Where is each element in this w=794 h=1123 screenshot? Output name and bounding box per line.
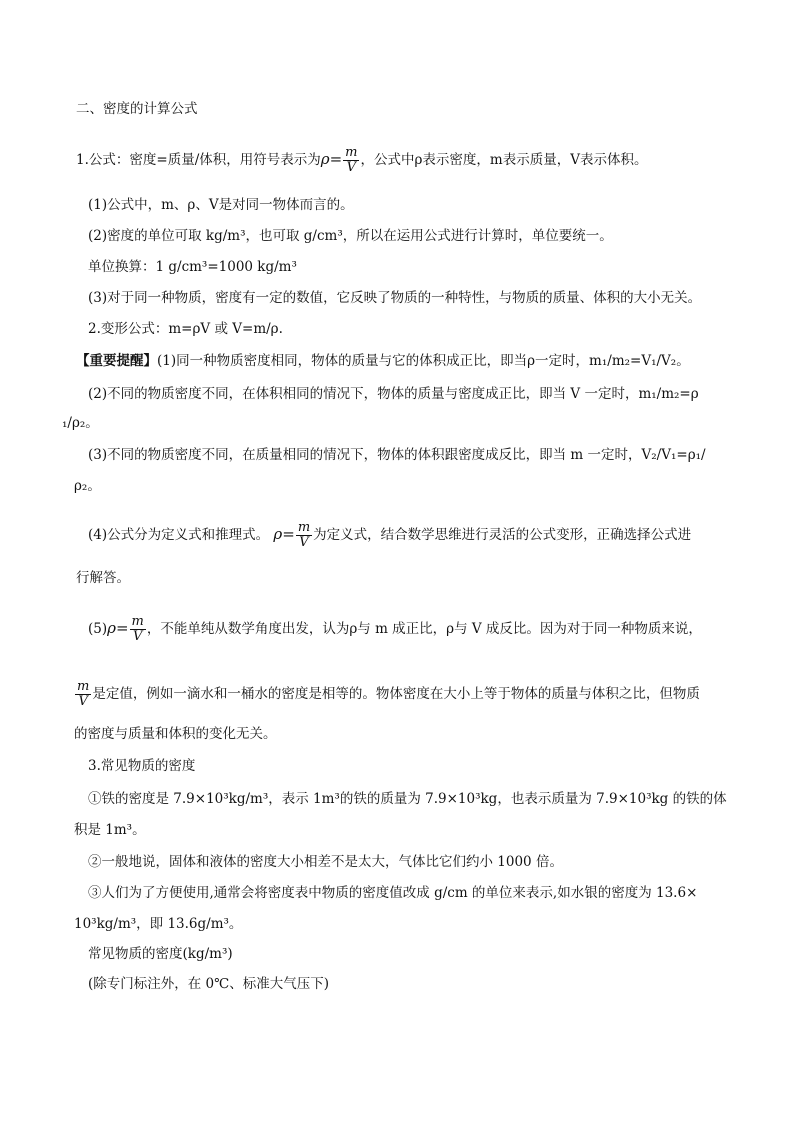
formula-suffix: ，公式中ρ表示密度，m表示质量，V表示体积。 (360, 152, 648, 168)
tip-5-prefix: (5) (88, 621, 108, 637)
paragraph-2: (2)密度的单位可取 kg/m³，也可取 g/cm³，所以在运用公式进行计算时，单位要统一。 (88, 228, 613, 244)
density-item-1-line-2: 积是 1m³。 (74, 822, 146, 838)
formula-line (76, 146, 647, 175)
tip-5-cont-1: 是定值，例如一滴水和一桶水的密度是相等的。物体密度在大小上等于物体的质量与体积之比，但物质 (92, 686, 700, 702)
density-item-3-line-2: 10³kg/m³，即 13.6g/m³。 (74, 916, 243, 932)
tip-3-line-2: ρ₂。 (74, 478, 101, 494)
fraction-numerator: m (131, 614, 144, 629)
density-table-note: (除专门标注外，在 0℃、标准大气压下) (88, 976, 330, 992)
fraction-denominator: V (346, 160, 356, 175)
section-heading: 二、密度的计算公式 (76, 101, 198, 117)
density-item-2: ②一般地说，固体和液体的密度大小相差不是太大，气体比它们约小 1000 倍。 (88, 854, 563, 870)
tip-2-line-1: (2)不同的物质密度不同，在体积相同的情况下，物体的质量与密度成正比，即当 V 一定时，m₁/m₂=ρ (88, 386, 699, 402)
fraction-denominator: V (78, 694, 88, 709)
fraction-numerator: m (297, 520, 311, 535)
paragraph-1: (1)公式中，m、ρ、V是对同一物体而言的。 (88, 197, 354, 213)
density-table-title: 常见物质的密度(kg/m³) (88, 946, 233, 962)
fraction-numerator: m (345, 145, 358, 160)
mass-over-volume-fraction (130, 615, 146, 644)
mass-over-volume-fraction (343, 146, 359, 175)
mass-over-volume-fraction (75, 680, 91, 709)
variant-formula: 2.变形公式：m=ρV 或 V=m/ρ. (88, 321, 283, 337)
tip-4-line-1 (88, 521, 691, 550)
tip-5-suffix: ，不能单纯从数学角度出发，认为ρ与 m 成正比，ρ与 V 成反比。因为对于同一种物质来说， (146, 621, 702, 637)
tip-label: 【重要提醒】 (76, 353, 157, 369)
rho-equals: ρ= (320, 150, 343, 168)
tip-4-prefix: (4)公式分为定义式和推理式。 (88, 527, 270, 543)
tip-3-line-1: (3)不同的物质密度不同，在质量相同的情况下，物体的体积跟密度成反比，即当 m 一定时，V₂/V₁=ρ₁/ (88, 447, 706, 463)
rho-equals: ρ= (107, 619, 129, 637)
section-3-heading: 3.常见物质的密度 (88, 758, 196, 774)
fraction-numerator: m (77, 679, 90, 694)
paragraph-3: (3)对于同一种物质，密度有一定的数值，它反映了物质的一种特性，与物质的质量、体积的大小无关。 (88, 290, 702, 306)
tip-4-suffix: 为定义式，结合数学思维进行灵活的公式变形，正确选择公式进 (313, 527, 692, 543)
tip-4-line-2: 行解答。 (76, 570, 130, 586)
density-item-3-line-1: ③人们为了方便使用,通常会将密度表中物质的密度值改成 g/cm 的单位来表示,如水银的密度为 13.6× (88, 885, 698, 901)
tip-1 (76, 351, 690, 371)
tip-5-line-1 (88, 615, 702, 644)
formula-prefix: 1.公式：密度=质量/体积，用符号表示为 (76, 152, 321, 168)
tip-5-line-3: 的密度与质量和体积的变化无关。 (74, 726, 277, 742)
rho-equals: ρ= (273, 525, 295, 543)
unit-conversion: 单位换算：1 g/cm³=1000 kg/m³ (88, 259, 297, 275)
tip-2-line-2: ₁/ρ₂。 (62, 415, 99, 431)
mass-over-volume-fraction (296, 521, 312, 550)
tip-1-text: (1)同一种物质密度相同，物体的质量与它的体积成正比，即当ρ一定时，m₁/m₂=V₁/V₂。 (157, 353, 690, 369)
fraction-denominator: V (299, 535, 309, 550)
fraction-denominator: V (132, 629, 143, 644)
density-item-1-line-1: ①铁的密度是 7.9×10³kg/m³，表示 1m³的铁的质量为 7.9×10³kg，也表示质量为 7.9×10³kg 的铁的体 (88, 791, 727, 807)
tip-5-line-2 (74, 680, 700, 709)
